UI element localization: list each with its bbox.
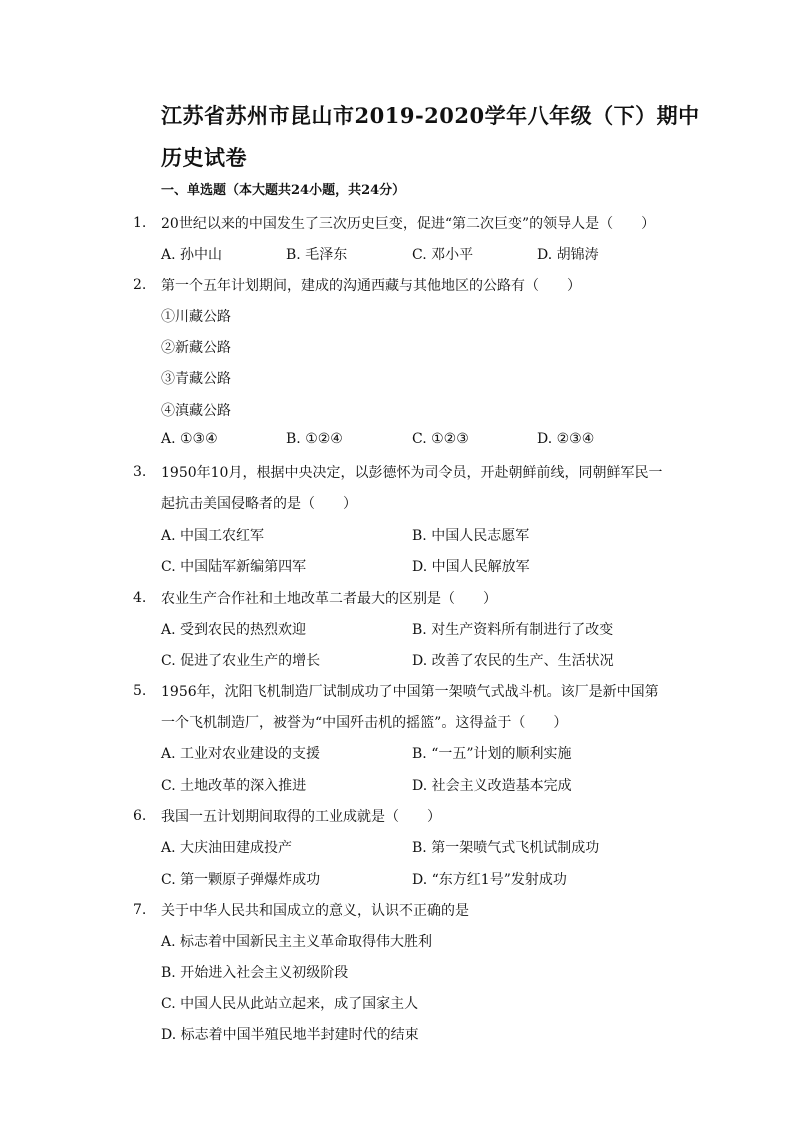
question-stem: 农业生产合作社和土地改革二者最大的区别是（ ） xyxy=(161,591,497,607)
option-c[interactable]: C. 第一颗原子弹爆炸成功 xyxy=(161,872,321,888)
option-a[interactable]: A. 大庆油田建成投产 xyxy=(161,840,293,856)
option-b[interactable]: B. 对生产资料所有制进行了改变 xyxy=(412,622,614,638)
statement-item: ①川藏公路 xyxy=(161,309,231,325)
option-b[interactable]: B. 中国人民志愿军 xyxy=(412,528,530,544)
option-a[interactable]: A. 工业对农业建设的支援 xyxy=(161,746,321,762)
question-number: 2. xyxy=(133,277,147,293)
option-b[interactable]: B. “一五”计划的顺利实施 xyxy=(412,746,572,762)
question-number: 3. xyxy=(133,464,147,480)
statement-item: ④滇藏公路 xyxy=(161,403,231,419)
section-heading: 一、单选题（本大题共24小题，共24分） xyxy=(161,183,406,198)
option-d[interactable]: D. 标志着中国半殖民地半封建时代的结束 xyxy=(161,1027,419,1043)
option-b[interactable]: B. ①②④ xyxy=(286,431,343,447)
question-stem: 20世纪以来的中国发生了三次历史巨变，促进“第二次巨变”的领导人是（ ） xyxy=(161,216,656,232)
option-a[interactable]: A. 受到农民的热烈欢迎 xyxy=(161,622,307,638)
question-number: 5. xyxy=(133,683,147,699)
option-a[interactable]: A. 孙中山 xyxy=(161,247,223,263)
option-a[interactable]: A. ①③④ xyxy=(161,431,218,447)
option-b[interactable]: B. 开始进入社会主义初级阶段 xyxy=(161,965,349,981)
question-stem: 我国一五计划期间取得的工业成就是（ ） xyxy=(161,809,441,825)
option-d[interactable]: D. 社会主义改造基本完成 xyxy=(412,778,572,794)
question-stem-cont: 一个飞机制造厂，被誉为“中国歼击机的摇篮”。这得益于（ ） xyxy=(161,715,568,731)
statement-item: ③青藏公路 xyxy=(161,371,231,387)
option-c[interactable]: C. ①②③ xyxy=(412,431,469,447)
option-d[interactable]: D. 中国人民解放军 xyxy=(412,559,530,575)
option-d[interactable]: D. 胡锦涛 xyxy=(537,247,599,263)
question-number: 1. xyxy=(133,215,147,231)
option-c[interactable]: C. 中国陆军新编第四军 xyxy=(161,559,307,575)
option-c[interactable]: C. 土地改革的深入推进 xyxy=(161,778,307,794)
question-stem: 关于中华人民共和国成立的意义，认识不正确的是 xyxy=(161,903,469,919)
question-stem-cont: 起抗击美国侵略者的是（ ） xyxy=(161,496,357,512)
option-d[interactable]: D. 改善了农民的生产、生活状况 xyxy=(412,653,614,669)
option-a[interactable]: A. 中国工农红军 xyxy=(161,528,265,544)
question-stem: 1950年10月，根据中央决定，以彭德怀为司令员，开赴朝鲜前线，同朝鲜军民一 xyxy=(161,465,663,481)
option-b[interactable]: B. 第一架喷气式飞机试制成功 xyxy=(412,840,600,856)
question-stem: 1956年，沈阳飞机制造厂试制成功了中国第一架喷气式战斗机。该厂是新中国第 xyxy=(161,684,659,700)
question-number: 6. xyxy=(133,808,147,824)
option-c[interactable]: C. 邓小平 xyxy=(412,247,474,263)
question-stem: 第一个五年计划期间，建成的沟通西藏与其他地区的公路有（ ） xyxy=(161,278,581,294)
option-d[interactable]: D. ②③④ xyxy=(537,431,595,447)
option-a[interactable]: A. 标志着中国新民主主义革命取得伟大胜利 xyxy=(161,934,433,950)
question-number: 4. xyxy=(133,590,147,606)
exam-title-line1: 江苏省苏州市昆山市2019-2020学年八年级（下）期中 xyxy=(161,103,700,128)
statement-item: ②新藏公路 xyxy=(161,340,231,356)
option-c[interactable]: C. 中国人民从此站立起来，成了国家主人 xyxy=(161,996,419,1012)
option-d[interactable]: D. “东方红1号”发射成功 xyxy=(412,872,567,888)
question-number: 7. xyxy=(133,902,147,918)
option-c[interactable]: C. 促进了农业生产的增长 xyxy=(161,653,321,669)
option-b[interactable]: B. 毛泽东 xyxy=(286,247,348,263)
exam-title-line2: 历史试卷 xyxy=(161,145,247,170)
